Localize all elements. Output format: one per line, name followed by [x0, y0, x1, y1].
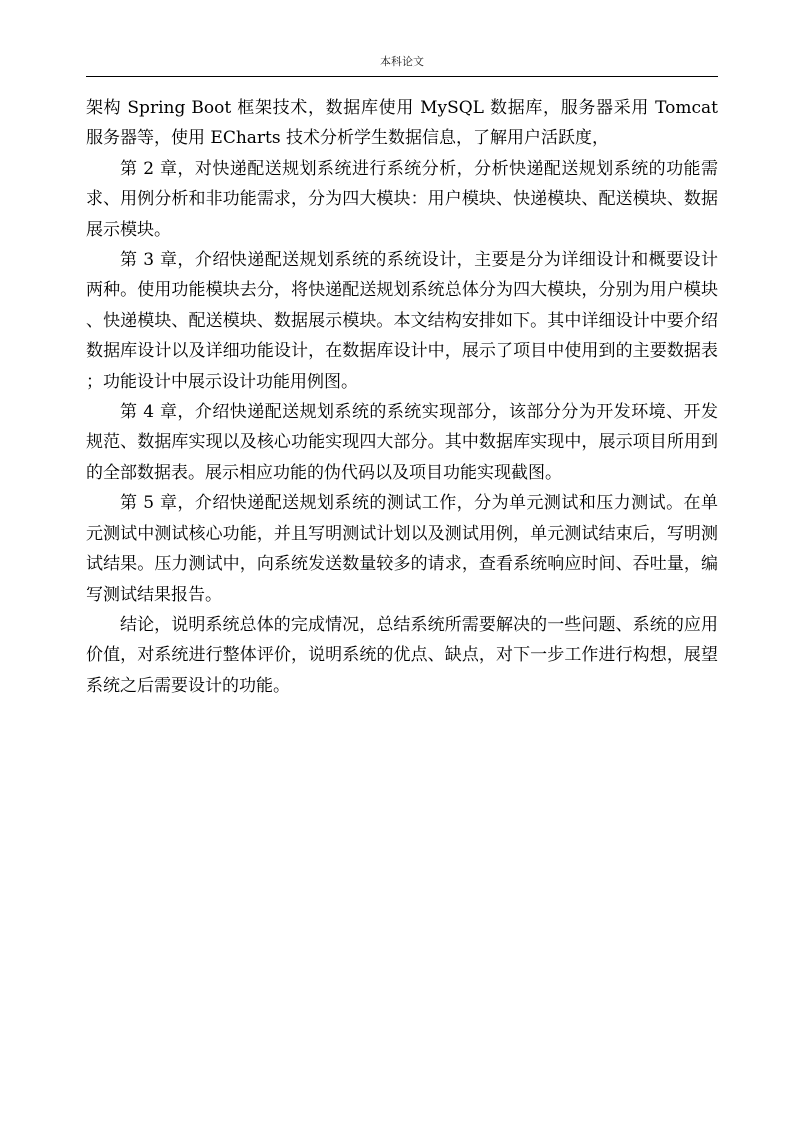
paragraph-chapter-3: 第 3 章，介绍快递配送规划系统的系统设计，主要是分为详细设计和概要设计两种。使用功能模块去分，将快递配送规划系统总体分为四大模块，分别为用户模块、快递模块、配送模块、数据展示模块。本文结构安排如下。其中详细设计中要介绍数据库设计以及详细功能设计，在数据库设计中，展示了项目中使用到的主要数据表；功能设计中展示设计功能用例图。 [86, 250, 718, 392]
paragraph-chapter-4: 第 4 章，介绍快递配送规划系统的系统实现部分，该部分分为开发环境、开发规范、数据库实现以及核心功能实现四大部分。其中数据库实现中，展示项目所用到的全部数据表。展示相应功能的伪代码以及项目功能实现截图。 [86, 402, 718, 483]
paragraph-continuation: 架构 Spring Boot 框架技术，数据库使用 MySQL 数据库，服务器采用 Tomcat 服务器等，使用 ECharts 技术分析学生数据信息，了解用户活跃度， [86, 98, 718, 149]
paragraph-conclusion: 结论，说明系统总体的完成情况，总结系统所需要解决的一些问题、系统的应用价值，对系统进行整体评价，说明系统的优点、缺点，对下一步工作进行构想，展望系统之后需要设计的功能。 [86, 614, 718, 696]
paragraph-chapter-2: 第 2 章，对快递配送规划系统进行系统分析，分析快递配送规划系统的功能需求、用例分析和非功能需求，分为四大模块：用户模块、快递模块、配送模块、数据展示模块。 [86, 158, 718, 240]
page-header-title: 本科论文 [380, 55, 424, 68]
document-body [86, 93, 718, 701]
header-divider [86, 76, 718, 77]
paragraph-chapter-5: 第 5 章，介绍快递配送规划系统的测试工作，分为单元测试和压力测试。在单元测试中测试核心功能，并且写明测试计划以及测试用例，单元测试结束后，写明测试结果。压力测试中，向系统发送数量较多的请求，查看系统响应时间、吞吐量，编写测试结果报告。 [86, 493, 718, 605]
